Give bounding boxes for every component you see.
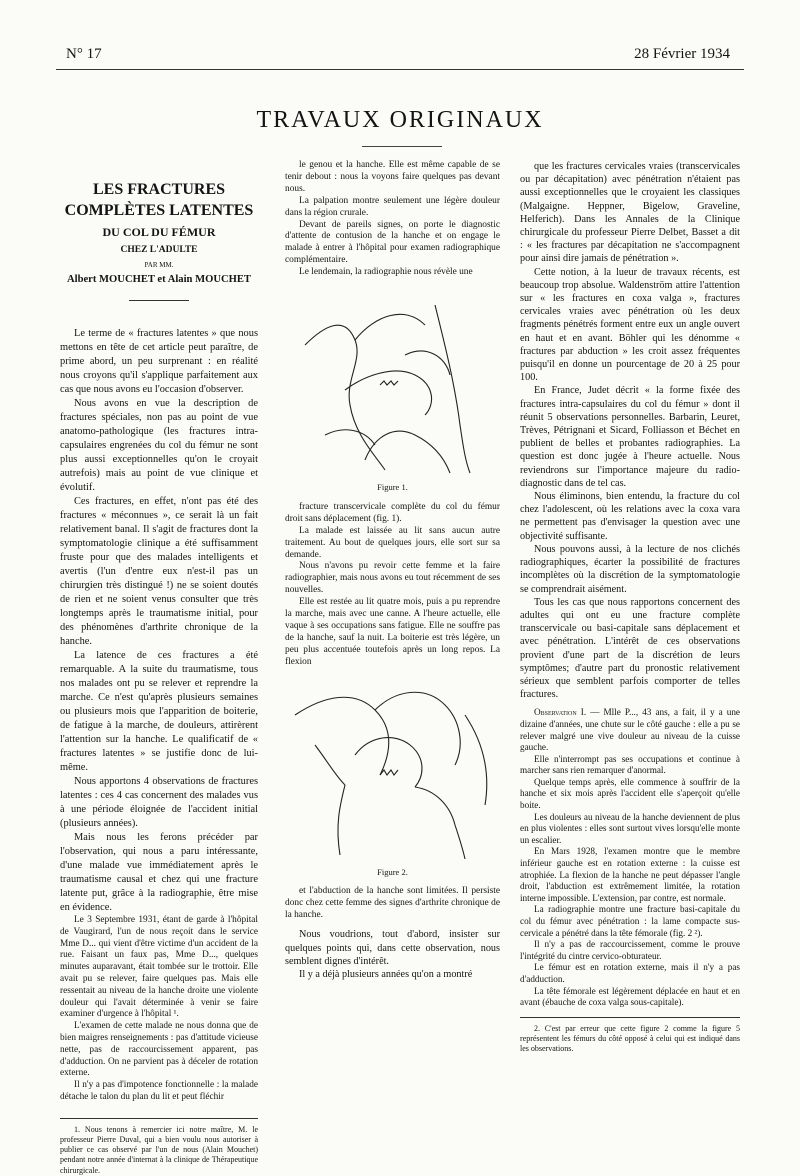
paragraph: Tous les cas que nous rapportons concernent des adultes qui ont eu une fracture complète transcervicale ou basi-capitale sans déplacement et avec pénétration. L'intérêt de ces observations provient d'une part de la discrétion de leurs symptômes; d'autre part du pronostic relativement sérieux que semblent parfois comporter de telles fractures. <box>520 596 740 701</box>
issue-date: 28 Février 1934 <box>634 46 730 62</box>
article-title-line-2: COMPLÈTES LATENTES <box>64 202 254 219</box>
footnote-rule <box>520 1017 740 1018</box>
observation-text: — Mlle P..., 43 ans, a fait, il y a une dizaine d'années, une chute sur le côté gauche : elle a pu se relever malgré une vive douleur au niveau de la cuisse gauche. <box>520 707 740 753</box>
paragraph: La malade est laissée au lit sans aucun autre traitement. Au bout de quelques jours, elle sort sur sa demande. <box>285 525 500 560</box>
paragraph: Le 3 Septembre 1931, étant de garde à l'hôpital de Vaugirard, l'un de nous reçoit dans le service Mme D... qui vient d'être victime d'un accident de la rue. Faisant un faux pas, Mme D..., quelques minutes auparavant, était tombée sur le trottoir. Elle avait pu se relever, faire quelques pas. Mais elle ressentait au niveau de la hanche droite une violente douleur qui l'avait déterminée à venir se faire examiner d'urgence à l'hôpital ¹. <box>60 915 258 1020</box>
paragraph: La latence de ces fractures a été remarquable. A la suite du traumatisme, tous nos malades ont pu se relever et reprendre la marche. Ce n'est qu'après plusieurs semaines ou plusieurs mois que l'apparition de boiterie, de fatigue à la marche, de douleurs, attirèrent l'attention sur la hanche. Le qualificatif de « fractures latentes » se justifie donc de lui-même. <box>60 650 258 773</box>
footnote-rule <box>60 1118 258 1119</box>
paragraph: Le lendemain, la radiographie nous révèle une <box>299 267 473 278</box>
section-rule <box>362 146 442 147</box>
paragraph: Les douleurs au niveau de la hanche deviennent de plus en plus violentes : elles sont surtout vives lorsqu'elle monte un escalier. <box>520 811 740 845</box>
observation-paragraph <box>520 707 740 753</box>
paragraph: Elle est restée au lit quatre mois, puis a pu reprendre la marche, mais avec une canne. A l'heure actuelle, elle vaque à ses occupations sans fatigue. Elle ne souffre pas de la hanche, sauf la nuit. La boiterie est très légère, un peu plus accentuée toutefois après un long repos. La flexion <box>285 597 500 667</box>
title-rule <box>129 300 189 301</box>
paragraph: Nous éliminons, bien entendu, la fracture du col chez l'adolescent, où les relations avec la coxa vara ne permettent pas d'envisager la question avec une objectivité suffisante. <box>520 491 740 542</box>
paragraph: Il n'y a pas de raccourcissement, comme le prouve l'intégrité du cintre cervico-obturateur. <box>520 939 740 961</box>
column-1 <box>60 160 258 1176</box>
paragraph: Il y a déjà plusieurs années qu'on a montré <box>299 969 473 981</box>
figure-2-caption: Figure 2. <box>377 866 408 877</box>
paragraph: En Mars 1928, l'examen montre que le membre inférieur gauche est en rotation externe : la cuisse est atrophiée. La flexion de la hanche ne peut dépasser l'angle droit, l'abduction est extrêmement limitée, la rotation interne impossible. L'extension, par contre, est normale. <box>520 846 740 903</box>
figure-1 <box>285 285 500 494</box>
issue-number: N° 17 <box>66 46 102 62</box>
article-title-line-4: CHEZ L'ADULTE <box>120 245 198 255</box>
article-by: PAR MM. <box>144 261 174 269</box>
paragraph: Mais nous les ferons précéder par l'observation, qui nous a paru intéressante, d'une malade vue immédiatement après le traumatisme causal et chez qui une fracture latente put, grâce à la radiographie, être mise en évidence. <box>60 832 258 913</box>
paragraph: En France, Judet décrit « la forme fixée des fractures intra-capsulaires du col du fémur » dont il réunit 5 observations personnelles. Barbarin, Leuret, Trèves, Pétrignani et Sicard, Folliasson et Béchet en publient de belles et probantes radiographies. La question est donc jugée à l'heure actuelle. Nous reviendrons sur l'importance majeure du radio-diagnostic dans de tel cas. <box>520 385 740 489</box>
column-3 <box>520 160 740 1054</box>
article-title-line-1: LES FRACTURES <box>92 181 226 198</box>
paragraph: La tête fémorale est légèrement déplacée en haut et en avant (ébauche de coxa valga sous-capitale). <box>520 985 740 1008</box>
footnote-2: 2. C'est par erreur que cette figure 2 comme la figure 5 représentent les fémurs du côté opposé à celui qui est indiqué dans les observations. <box>520 1023 740 1054</box>
footnote-1: 1. Nous tenons à remercier ici notre maître, M. le professeur Pierre Duval, qui a bien voulu nous autoriser à publier ce cas observé par l'un de nous (Alain Mouchet) pendant notre année d'internat à la clinique de Thérapeutique chirurgicale. <box>60 1124 258 1175</box>
paragraph: La radiographie montre une fracture basi-capitale du col du fémur avec pénétration : la lame compacte sus-cervicale a pénétré dans la tête fémorale (fig. 2 ²). <box>520 904 740 938</box>
paragraph: et l'abduction de la hanche sont limitées. Il persiste donc chez cette femme des signes d'arthrite chronique de la hanche. <box>285 886 500 921</box>
paragraph: Quelque temps après, elle commence à souffrir de la hanche et six mois après l'accident elle s'aperçoit qu'elle boite. <box>520 776 740 811</box>
paragraph: fracture transcervicale complète du col du fémur droit sans déplacement (fig. 1). <box>285 501 500 524</box>
paragraph: Ces fractures, en effet, n'ont pas été des fractures « méconnues », ce serait là un fait relativement banal. Il s'agit de fractures dont la symptomatologie clinique a été suffisamment fruste pour que des malades intelligents et avertis (l'un d'entre eux n'est-il pas un chirurgien très distingué !) ne se soient doutés de rien et ne soient venus consulter que très longtemps après le traumatisme initial, pour des phénomènes d'arthrite chronique de la hanche. <box>60 496 258 647</box>
paragraph: Nous avons en vue la description de fractures spéciales, non pas au point de vue anatomo-pathologique (les fractures intra-capsulaires engrenées du col du fémur ne sont plus aussi exceptionnelles qu'on le croyait autrefois) mais au point de vue clinique et évolutif. <box>60 398 258 493</box>
paragraph: Nous n'avons pu revoir cette femme et la faire radiographier, mais nous avons eu tout récemment de ses nouvelles. <box>285 561 500 596</box>
paragraph: La palpation montre seulement une légère douleur dans la région crurale. <box>285 195 500 218</box>
paragraph: Cette notion, à la lueur de travaux récents, est beaucoup trop absolue. Waldenström attire l'attention sur « les fractures en coxa valga », fractures cervicales vraies avec pénétration où les deux fragments pénétrés forment entre eux un angle ouvert en haut et en avant. Böhler qui les dénomme « fractures par abduction » les croit assez fréquentes puisqu'il en donne un pourcentage de 20 à 25 pour 100. <box>520 266 740 384</box>
paragraph: Elle n'interrompt pas ses occupations et continue à marcher sans rien remarquer d'anormal. <box>520 753 740 776</box>
hip-xray-drawing-2 <box>285 675 500 860</box>
paragraph: L'examen de cette malade ne nous donna que de bien maigres renseignements : pas d'attitude vicieuse nette, pas de raccourcissement apparent, pas d'adduction. On ne parvient pas à déceler de rotation externe. <box>60 1021 258 1079</box>
article-authors: Albert MOUCHET et Alain MOUCHET <box>66 274 251 285</box>
paragraph: que les fractures cervicales vraies (transcervicales ou par décapitation) avec pénétration n'étaient pas aussi exceptionnelles que le croyaient les classiques (Malgaigne. Heppner, Bigelow, Graveline, Helferich). Dans les Annales de la Clinique chirurgicale du professeur Pierre Delbet, Basset a dit : « les fractures par décapitation ne s'accompagnent pour ainsi dire jamais de pénétration ». <box>520 161 740 265</box>
article-title-block <box>60 180 258 301</box>
paragraph: Le terme de « fractures latentes » que nous mettons en tête de cet article peut paraître, de prime abord, un peu surprenant : en réalité nous croyons qu'il s'applique parfaitement aux cas que nous avons eu l'occasion d'observer. <box>60 328 258 395</box>
observation-label: Observation I. <box>534 707 587 718</box>
paragraph: Le fémur est en rotation externe, mais il n'y a pas d'adduction. <box>520 962 740 984</box>
article-title-line-3: DU COL DU FÉMUR <box>102 225 216 239</box>
figure-1-caption: Figure 1. <box>377 482 408 493</box>
paragraph: Il n'y a pas d'impotence fonctionnelle : la malade détache le talon du plan du lit et peut fléchir <box>60 1080 258 1102</box>
hip-xray-drawing-1 <box>285 285 500 475</box>
paragraph: Nous voudrions, tout d'abord, insister sur quelques points qui, dans cette observation, nous semblent dignes d'intérêt. <box>285 929 500 967</box>
paragraph: Nous pouvons aussi, à la lecture de nos clichés radiographiques, écarter la possibilité de fractures incomplètes où la discrétion de la symptomatologie se comprendrait aisément. <box>520 543 740 595</box>
section-title: TRAVAUX ORIGINAUX <box>256 107 544 133</box>
paragraph: le genou et la hanche. Elle est même capable de se tenir debout : nous la voyons faire quelques pas devant nous. <box>285 160 500 194</box>
header-rule <box>56 69 744 70</box>
paragraph: Nous apportons 4 observations de fractures latentes : ces 4 cas concernent des malades vus à une période éloignée de l'accident initial (plusieurs années). <box>60 776 258 829</box>
paragraph: Devant de pareils signes, on porte le diagnostic d'attente de contusion de la hanche et on engage le malade à entrer à l'hôpital pour examen radiographique complémentaire. <box>285 219 500 266</box>
figure-2 <box>285 675 500 879</box>
column-2 <box>285 160 500 982</box>
